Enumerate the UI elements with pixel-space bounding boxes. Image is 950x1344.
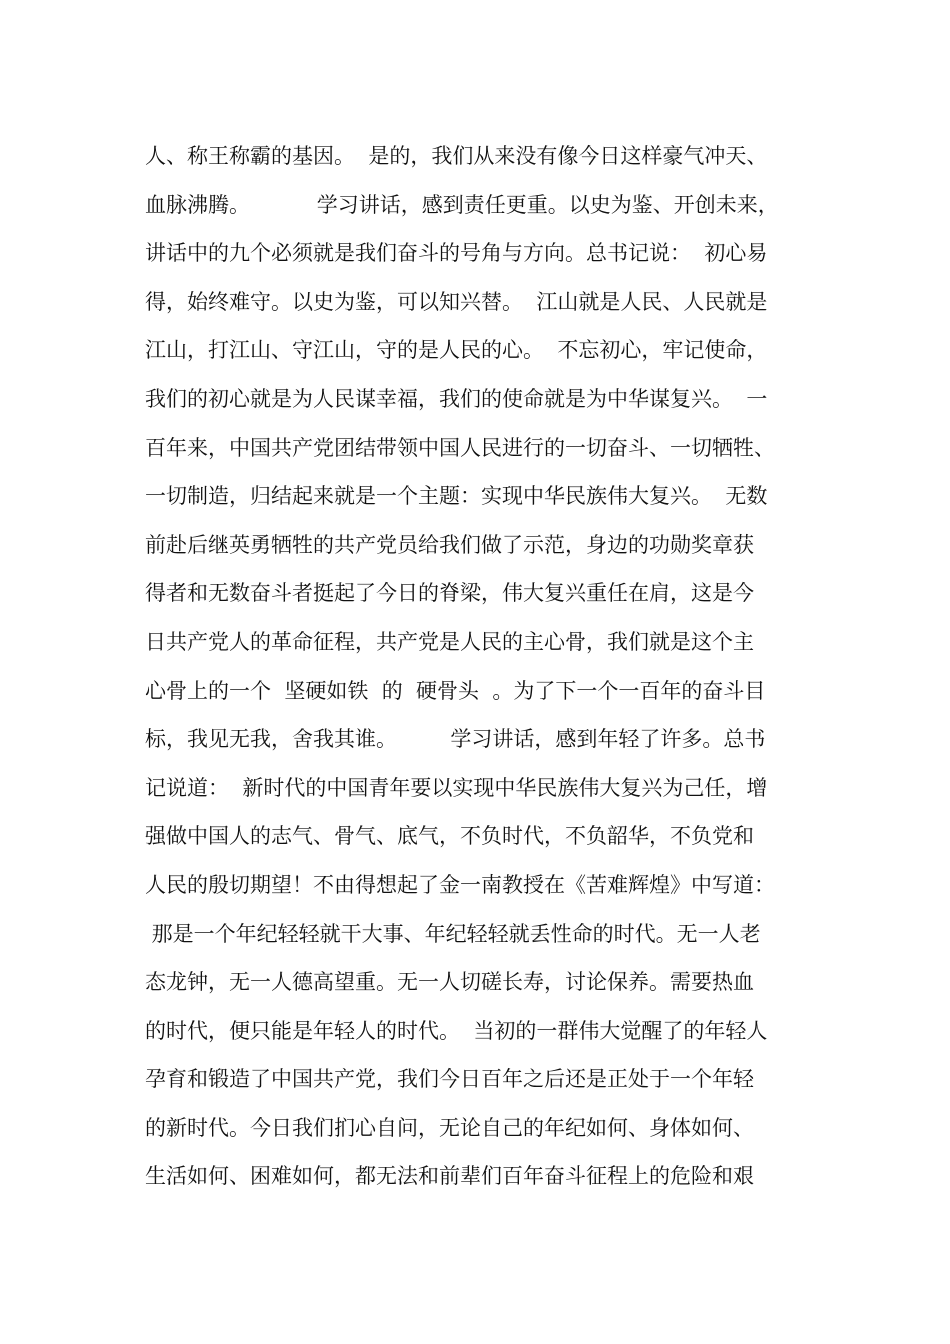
text-line-11: 日共产党人的革命征程，共产党是人民的主心骨，我们就是这个主 — [145, 629, 754, 654]
text-line-18: 态龙钟，无一人德高望重。无一人切磋长寿，讨论保养。需要热血 — [145, 970, 754, 995]
text-line-22: 生活如何、困难如何，都无法和前辈们百年奋斗征程上的危险和艰 — [145, 1164, 754, 1189]
text-line-8: 一切制造，归结起来就是一个主题：实现中华民族伟大复兴。 无数 — [145, 484, 768, 509]
text-line-5: 江山，打江山、守江山，守的是人民的心。 不忘初心，牢记使命， — [145, 338, 768, 363]
text-line-4: 得，始终难守。以史为鉴，可以知兴替。 江山就是人民、人民就是 — [145, 289, 768, 314]
text-line-19: 的时代，便只能是年轻人的时代。 当初的一群伟大觉醒了的年轻人 — [145, 1018, 768, 1043]
text-line-7: 百年来，中国共产党团结带领中国人民进行的一切奋斗、一切牺牲、 — [145, 435, 775, 460]
text-line-12: 心骨上的一个 坚硬如铁 的 硬骨头 。为了下一个一百年的奋斗目 — [145, 678, 766, 703]
text-line-20: 孕育和锻造了中国共产党，我们今日百年之后还是正处于一个年轻 — [145, 1067, 754, 1092]
text-line-3: 讲话中的九个必须就是我们奋斗的号角与方向。总书记说： 初心易 — [145, 241, 768, 266]
body-text — [145, 132, 835, 1201]
text-line-16: 人民的殷切期望！不由得想起了金一南教授在《苦难辉煌》中写道： — [145, 872, 775, 897]
text-line-10: 得者和无数奋斗者挺起了今日的脊梁，伟大复兴重任在肩，这是今 — [145, 581, 754, 606]
text-line-13: 标，我见无我，舍我其谁。 学习讲话，感到年轻了许多。总书 — [145, 727, 766, 752]
text-line-21: 的新时代。今日我们扪心自问，无论自己的年纪如何、身体如何、 — [145, 1115, 754, 1140]
text-line-9: 前赴后继英勇牺牲的共产党员给我们做了示范，身边的功勋奖章获 — [145, 532, 754, 557]
text-line-2: 血脉沸腾。 学习讲话，感到责任更重。以史为鉴、开创未来， — [145, 192, 779, 217]
text-line-6: 我们的初心就是为人民谋幸福，我们的使命就是为中华谋复兴。 一 — [145, 386, 768, 411]
text-line-15: 强做中国人的志气、骨气、底气，不负时代，不负韶华，不负党和 — [145, 824, 754, 849]
text-line-14: 记说道： 新时代的中国青年要以实现中华民族伟大复兴为己任，增 — [145, 775, 768, 800]
text-line-1: 人、称王称霸的基因。 是的，我们从来没有像今日这样豪气冲天、 — [145, 144, 768, 168]
text-line-17: 那是一个年纪轻轻就干大事、年纪轻轻就丢性命的时代。无一人老 — [145, 921, 761, 946]
